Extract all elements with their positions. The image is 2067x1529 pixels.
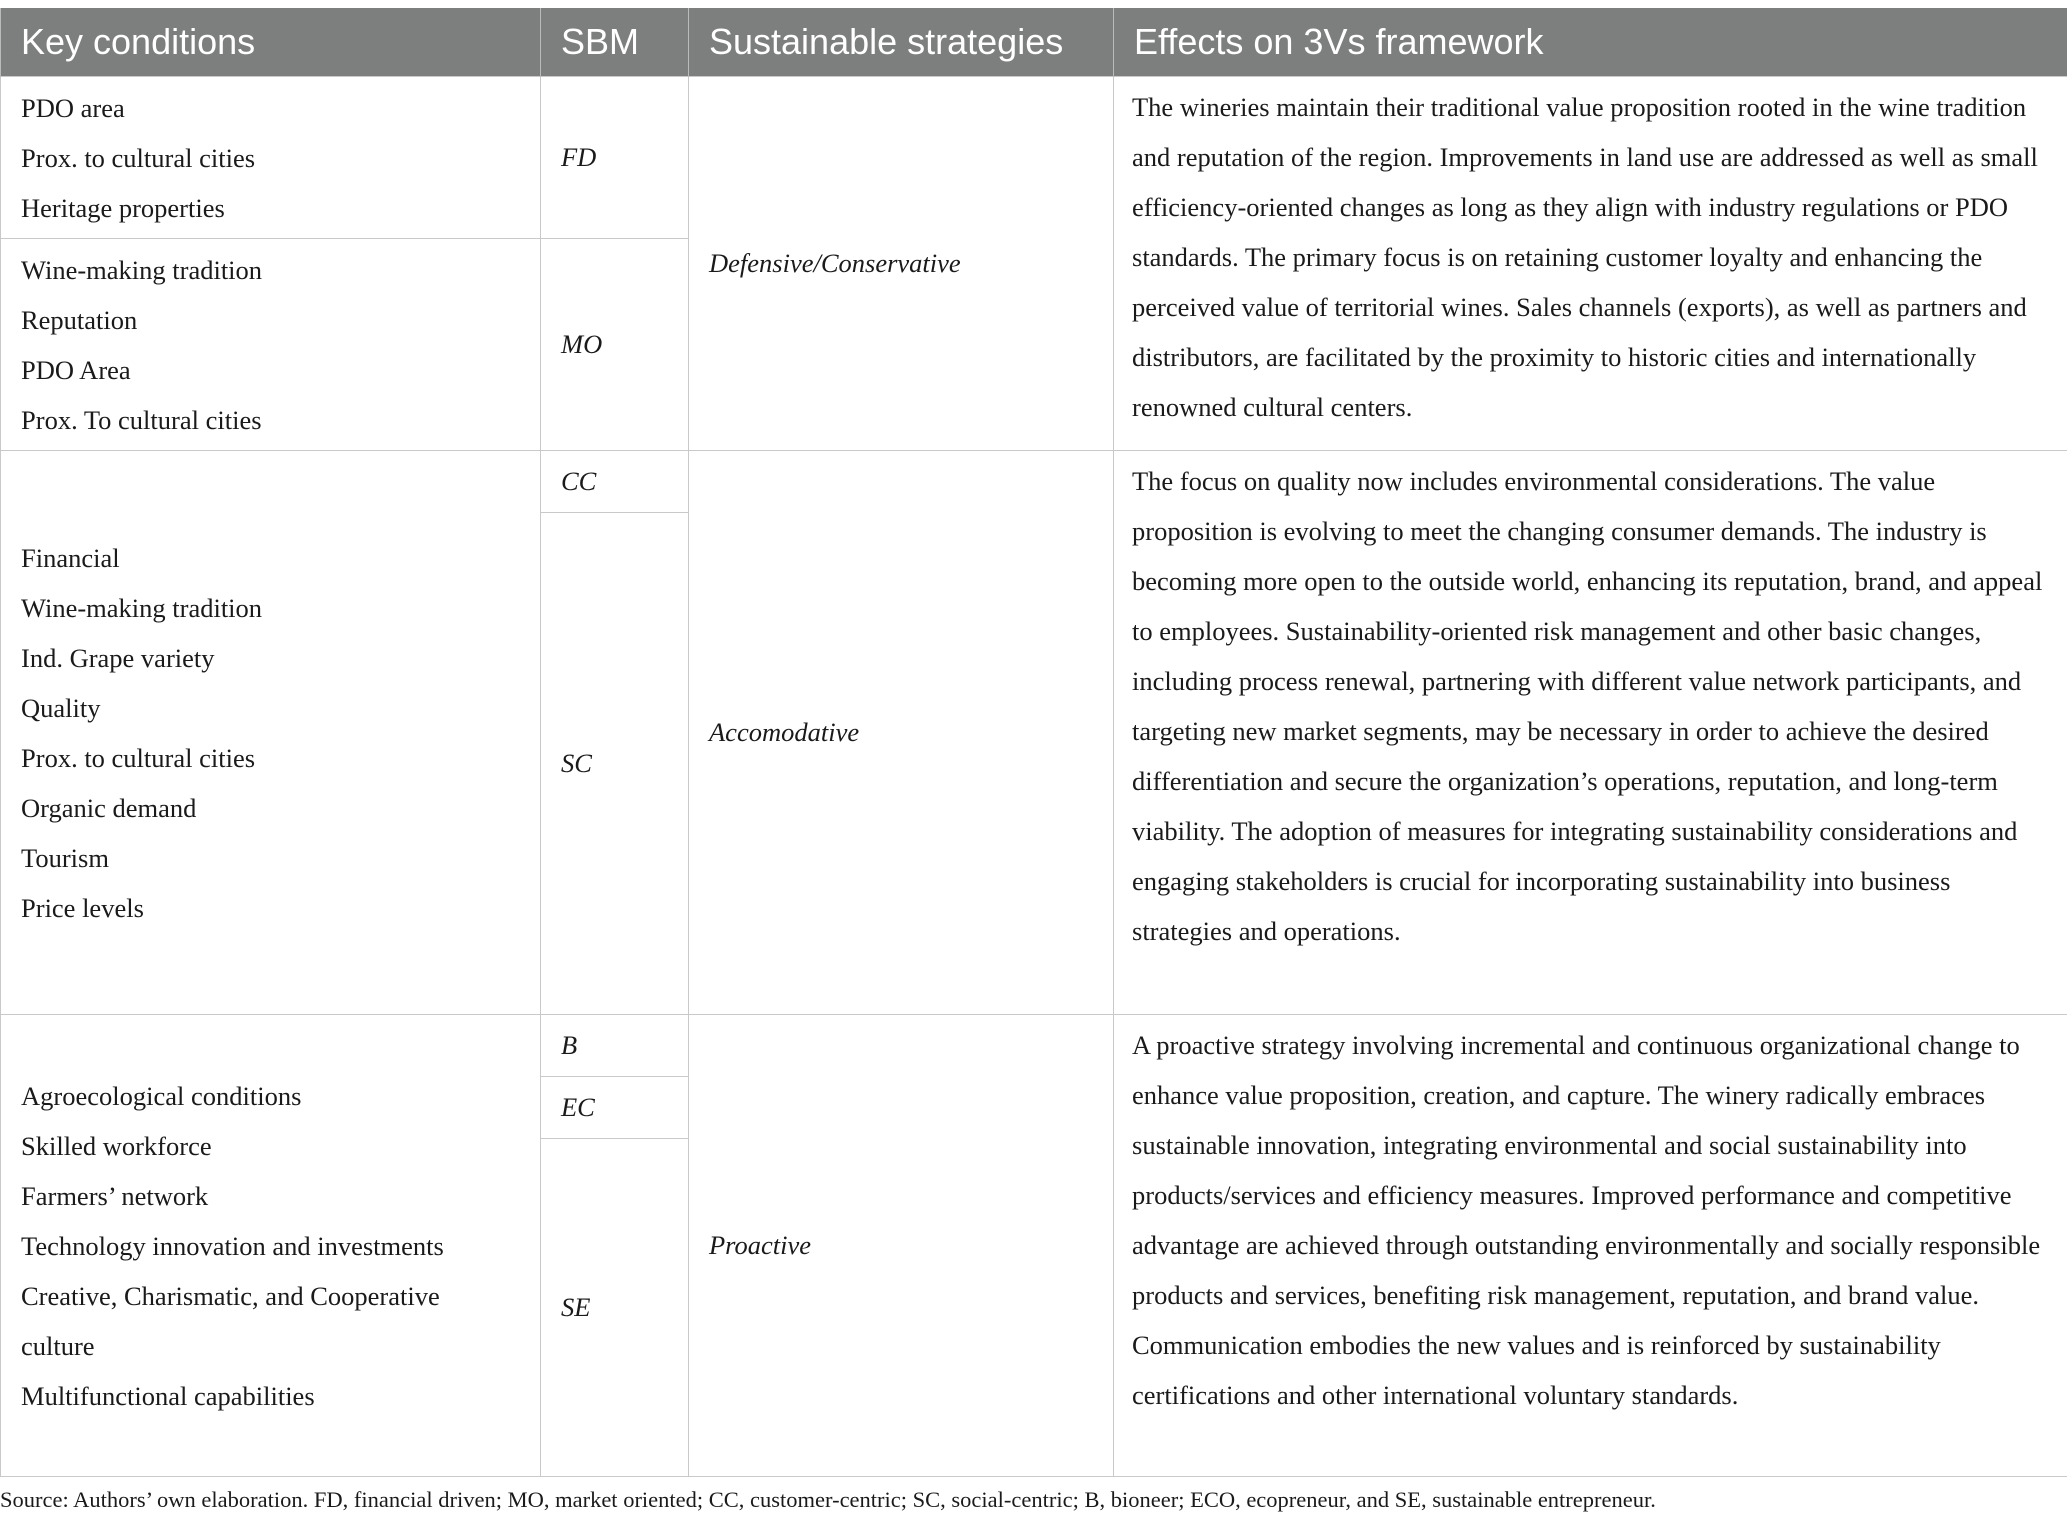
sbm-cell: SE: [541, 1139, 689, 1477]
strategy-cell: Defensive/Conservative: [689, 77, 1114, 451]
key-conditions-cell: [1, 239, 541, 451]
condition-item: Organic demand: [21, 792, 197, 823]
sbm-cell: EC: [541, 1077, 689, 1139]
condition-item: Multifunctional capabilities: [21, 1380, 315, 1411]
header-row: [1, 8, 2067, 77]
effect-cell: The wineries maintain their traditional value proposition rooted in the wine tradition and reputation of the region. Improvements in land use are addressed as well as small efficiency-oriented changes as long as they align with industry regulations or PDO standards. The primary focus is on retaining customer loyalty and enhancing the perceived value of territorial wines. Sales channels (exports), as well as partners and distributors, are facilitated by the proximity to historic cities and internationally renowned cultural centers.: [1114, 77, 2067, 451]
strategy-cell: Proactive: [689, 1015, 1114, 1477]
key-conditions-cell: [1, 77, 541, 239]
sbm-cell: B: [541, 1015, 689, 1077]
table-row: [1, 77, 2067, 239]
condition-item: PDO area: [21, 92, 125, 123]
condition-item: Ind. Grape variety: [21, 642, 215, 673]
effect-cell: A proactive strategy involving incremental and continuous organizational change to enhance value proposition, creation, and capture. The winery radically embraces sustainable innovation, integrating environmental and social sustainability into products/services and efficiency measures. Improved performance and competitive advantage are achieved through outstanding environmentally and socially responsible products and services, benefiting risk management, reputation, and brand value. Communication embodies the new values and is reinforced by sustainability certifications and other international voluntary standards.: [1114, 1015, 2067, 1477]
source-note: Source: Authors’ own elaboration. FD, financial driven; MO, market oriented; CC, customer-centric; SC, social-centric; B, bioneer; ECO, ecopreneur, and SE, sustainable entrepreneur.: [0, 1487, 1656, 1512]
header-effects: Effects on 3Vs framework: [1114, 8, 2067, 77]
sbm-cell: FD: [541, 77, 689, 239]
condition-item: Prox. to cultural cities: [21, 142, 256, 173]
condition-item: Quality: [21, 692, 101, 723]
effect-cell: The focus on quality now includes environmental considerations. The value proposition is evolving to meet the changing consumer demands. The industry is becoming more open to the outside world, enhancing its reputation, brand, and appeal to employees. Sustainability-oriented risk management and other basic changes, including process renewal, partnering with different value network participants, and targeting new market segments, may be necessary in order to achieve the desired differentiation and secure the organization’s operations, reputation, and long-term viability. The adoption of measures for integrating sustainability considerations and engaging stakeholders is crucial for incorporating sustainability into business strategies and operations.: [1114, 451, 2067, 1015]
key-conditions-cell: [1, 451, 541, 1015]
condition-item: Heritage properties: [21, 192, 225, 223]
condition-item: Tourism: [21, 842, 109, 873]
condition-item: Wine-making tradition: [21, 592, 263, 623]
condition-item: Price levels: [21, 892, 144, 923]
condition-item: Wine-making tradition: [21, 254, 263, 285]
condition-item: Farmers’ network: [21, 1180, 209, 1211]
key-conditions-cell: [1, 1015, 541, 1477]
condition-item: Prox. To cultural cities: [21, 404, 262, 435]
table-row: [1, 1015, 2067, 1077]
sbm-cell: CC: [541, 451, 689, 513]
condition-item: Technology innovation and investments: [21, 1230, 444, 1261]
strategies-table: [0, 8, 2067, 1477]
header-sbm: SBM: [541, 8, 689, 77]
condition-item: culture: [21, 1330, 95, 1361]
strategy-cell: Accomodative: [689, 451, 1114, 1015]
condition-item: PDO Area: [21, 354, 131, 385]
header-strategies: Sustainable strategies: [689, 8, 1114, 77]
condition-item: Financial: [21, 542, 120, 573]
sbm-cell: SC: [541, 513, 689, 1015]
table-row: [1, 451, 2067, 513]
condition-item: Creative, Charismatic, and Cooperative: [21, 1280, 440, 1311]
header-key-conditions: Key conditions: [1, 8, 541, 77]
condition-item: Reputation: [21, 304, 138, 335]
condition-item: Prox. to cultural cities: [21, 742, 256, 773]
condition-item: Skilled workforce: [21, 1130, 212, 1161]
sbm-cell: MO: [541, 239, 689, 451]
condition-item: Agroecological conditions: [21, 1080, 302, 1111]
